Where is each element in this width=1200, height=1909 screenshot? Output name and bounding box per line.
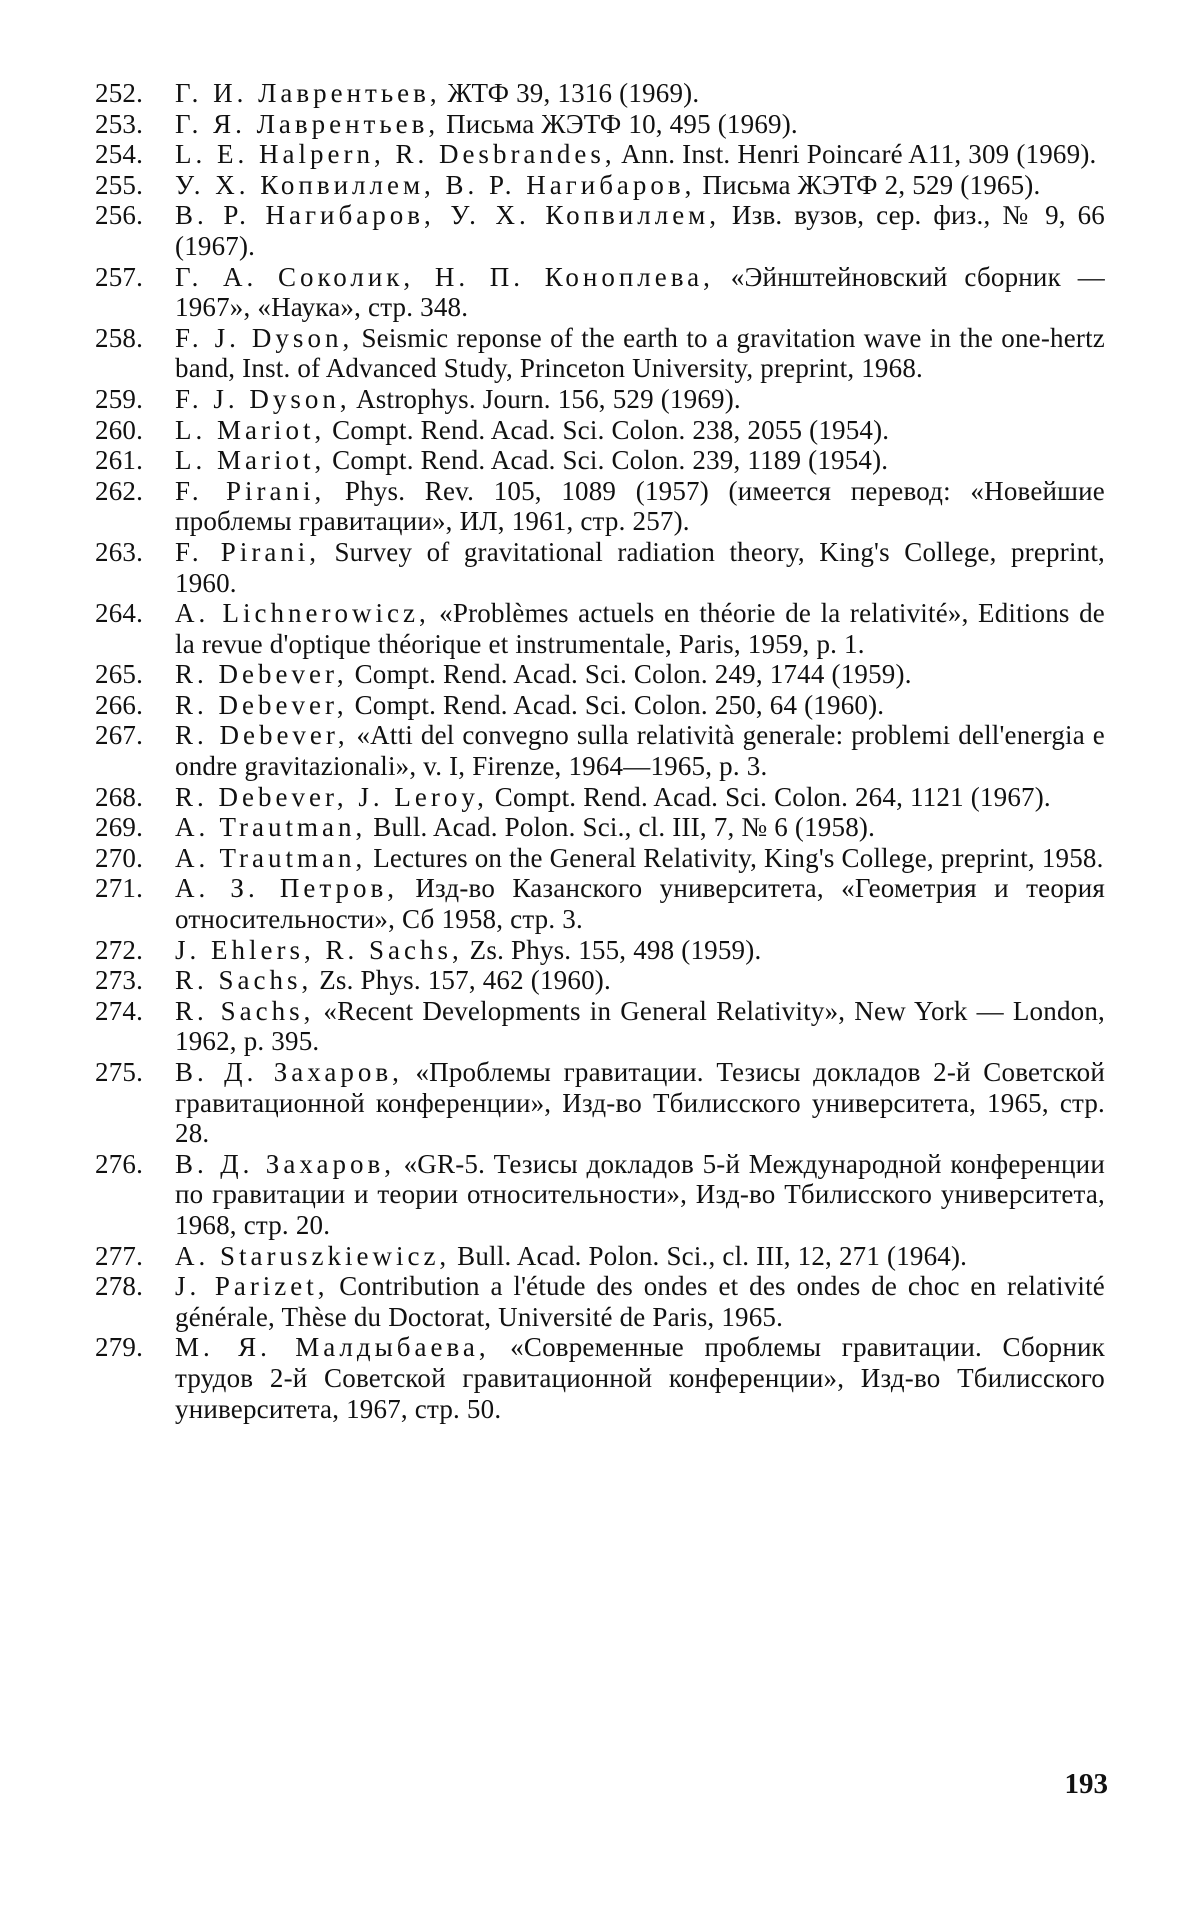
reference-citation: «Проблемы гравитации. Тезисы докладов 2-й Советской гравитационной конференции», Изд-во Тбилисского университета, 1965, стр. 28. [175, 1057, 1105, 1149]
reference-authors: R. Sachs, [175, 965, 313, 996]
reference-authors: L. E. Halpern, R. Desbrandes, [175, 139, 616, 170]
reference-authors: В. Д. Захаров, [175, 1057, 403, 1087]
reference-entry [95, 200, 1105, 261]
reference-number: 267. [95, 720, 144, 751]
reference-number: 277. [95, 1240, 144, 1271]
reference-text [175, 598, 1105, 659]
reference-text [175, 1332, 1105, 1424]
reference-authors: F. Pirani, [175, 475, 326, 506]
reference-number: 255. [95, 169, 144, 200]
reference-entry [95, 1332, 1105, 1424]
reference-citation: Contribution a l'étude des ondes et des ondes de choc en relativité générale, Thèse du Doctorat, Université de Paris, 1965. [175, 1271, 1105, 1332]
reference-text [175, 935, 1105, 966]
reference-entry [95, 139, 1105, 170]
reference-entry [95, 415, 1105, 446]
reference-authors: J. Ehlers, R. Sachs, [175, 934, 463, 965]
reference-entry [95, 445, 1105, 476]
reference-number: 263. [95, 536, 144, 567]
reference-number: 257. [95, 261, 144, 292]
reference-citation: Zs. Phys. 155, 498 (1959). [462, 934, 762, 965]
reference-text [175, 965, 1105, 996]
reference-entry [95, 262, 1105, 323]
reference-number: 270. [95, 842, 144, 873]
reference-number: 271. [95, 873, 144, 904]
reference-entry [95, 659, 1105, 690]
reference-number: 272. [95, 934, 144, 965]
reference-authors: Г. А. Соколик, Н. П. Коноплева, [175, 261, 714, 292]
reference-text [175, 996, 1105, 1057]
reference-text [175, 262, 1105, 323]
reference-text [175, 782, 1105, 813]
reference-text [175, 812, 1105, 843]
reference-entry [95, 537, 1105, 598]
reference-authors: L. Mariot, [175, 414, 326, 445]
reference-citation: «Современные проблемы гравитации. Сборник трудов 2-й Советской гравитационной конференции», Изд-во Тбилисского университета, 1967, стр. 50. [175, 1332, 1105, 1424]
reference-text [175, 537, 1105, 598]
reference-authors: У. Х. Копвиллем, В. Р. Нагибаров, [175, 169, 696, 200]
reference-number: 258. [95, 322, 144, 353]
reference-text [175, 109, 1105, 140]
reference-authors: F. Pirani, [175, 536, 321, 567]
reference-number: 276. [95, 1148, 144, 1179]
reference-citation: Bull. Acad. Polon. Sci., cl. III, 12, 271 (1964). [450, 1240, 968, 1271]
reference-authors: F. J. Dyson, [175, 383, 351, 414]
reference-text [175, 690, 1105, 721]
reference-authors: Г. Я. Лаврентьев, [175, 108, 440, 139]
reference-entry [95, 690, 1105, 721]
reference-number: 273. [95, 965, 144, 996]
reference-citation: Изд-во Казанского университета, «Геометрия и теория относительности», Сб 1958, стр. 3. [175, 873, 1105, 935]
reference-entry [95, 843, 1105, 874]
reference-text [175, 78, 1105, 109]
reference-citation: ЖТФ 39, 1316 (1969). [440, 78, 700, 108]
reference-authors: М. Я. Малдыбаева, [175, 1332, 490, 1363]
reference-text [175, 445, 1105, 476]
reference-citation: Ann. Inst. Henri Poincaré A11, 309 (1969). [615, 139, 1097, 170]
reference-citation: «Эйнштейновский сборник — 1967», «Наука», стр. 348. [175, 261, 1105, 323]
reference-citation: Изв. вузов, сер. физ., № 9, 66 (1967). [175, 200, 1105, 261]
reference-authors: А. З. Петров, [175, 873, 398, 904]
reference-entry [95, 384, 1105, 415]
reference-citation: Письма ЖЭТФ 10, 495 (1969). [439, 108, 798, 139]
reference-citation: Phys. Rev. 105, 1089 (1957) (имеется перевод: «Новейшие проблемы гравитации», ИЛ, 1961, стр. 257). [175, 475, 1105, 537]
reference-authors: A. Trautman, [175, 812, 367, 843]
reference-number: 274. [95, 995, 144, 1026]
reference-entry [95, 782, 1105, 813]
reference-number: 268. [95, 781, 144, 812]
reference-number: 260. [95, 414, 144, 445]
reference-entry [95, 873, 1105, 934]
reference-text [175, 1057, 1105, 1149]
reference-number: 269. [95, 812, 144, 843]
reference-authors: R. Debever, J. Leroy, [175, 781, 488, 812]
reference-text [175, 1271, 1105, 1332]
reference-entry [95, 1271, 1105, 1332]
reference-citation: Bull. Acad. Polon. Sci., cl. III, 7, № 6 (1958). [366, 812, 876, 843]
reference-citation: Survey of gravitational radiation theory, King's College, preprint, 1960. [175, 536, 1105, 598]
reference-list [95, 78, 1105, 1424]
reference-authors: В. Р. Нагибаров, У. Х. Копвиллем, [175, 200, 721, 231]
reference-number: 265. [95, 659, 144, 690]
reference-number: 266. [95, 689, 144, 720]
reference-number: 264. [95, 598, 144, 629]
reference-text [175, 139, 1105, 170]
reference-number: 256. [95, 200, 144, 231]
reference-text [175, 415, 1105, 446]
reference-number: 261. [95, 445, 144, 476]
reference-number: 254. [95, 139, 144, 170]
reference-entry [95, 1149, 1105, 1241]
reference-citation: Seismic reponse of the earth to a gravitation wave in the one-hertz band, Inst. of Advanced Study, Princeton University, preprint, 1968. [175, 322, 1105, 384]
reference-text [175, 1149, 1105, 1241]
reference-text [175, 873, 1105, 934]
reference-authors: J. Parizet, [175, 1271, 329, 1302]
reference-entry [95, 1241, 1105, 1272]
reference-text [175, 170, 1105, 201]
reference-authors: A. Trautman, [175, 842, 367, 873]
reference-citation: Lectures on the General Relativity, King's College, preprint, 1958. [366, 842, 1104, 873]
reference-number: 259. [95, 383, 144, 414]
reference-entry [95, 78, 1105, 109]
reference-entry [95, 996, 1105, 1057]
reference-citation: Compt. Rend. Acad. Sci. Colon. 238, 2055 (1954). [325, 414, 890, 445]
reference-authors: F. J. Dyson, [175, 322, 354, 353]
reference-number: 252. [95, 78, 144, 108]
reference-authors: R. Debever, [175, 720, 349, 751]
reference-citation: Письма ЖЭТФ 2, 529 (1965). [695, 169, 1041, 200]
reference-entry [95, 109, 1105, 140]
reference-citation: Compt. Rend. Acad. Sci. Colon. 250, 64 (1960). [347, 689, 885, 720]
reference-entry [95, 598, 1105, 659]
reference-citation: Zs. Phys. 157, 462 (1960). [312, 965, 611, 996]
reference-citation: Compt. Rend. Acad. Sci. Colon. 264, 1121 (1967). [487, 781, 1051, 812]
reference-text [175, 659, 1105, 690]
reference-entry [95, 812, 1105, 843]
reference-citation: Astrophys. Journ. 156, 529 (1969). [350, 383, 741, 414]
reference-number: 279. [95, 1332, 144, 1363]
reference-authors: L. Mariot, [175, 445, 326, 476]
reference-number: 253. [95, 108, 144, 139]
reference-text [175, 476, 1105, 537]
reference-citation: Compt. Rend. Acad. Sci. Colon. 239, 1189 (1954). [325, 445, 889, 476]
reference-authors: A. Staruszkiewicz, [175, 1240, 451, 1271]
reference-entry [95, 323, 1105, 384]
reference-authors: В. Д. Захаров, [175, 1148, 395, 1179]
reference-text [175, 843, 1105, 874]
reference-entry [95, 965, 1105, 996]
reference-citation: «Recent Developments in General Relativity», New York — London, 1962, p. 395. [175, 995, 1105, 1057]
reference-citation: «Problèmes actuels en théorie de la relativité», Editions de la revue d'optique théorique et instrumentale, Paris, 1959, p. 1. [175, 598, 1105, 659]
reference-citation: «Atti del convegno sulla relatività generale: problemi dell'energia e ondre gravitazionali», v. I, Firenze, 1964—1965, p. 3. [175, 720, 1105, 782]
reference-entry [95, 935, 1105, 966]
reference-number: 278. [95, 1271, 144, 1302]
reference-entry [95, 170, 1105, 201]
reference-authors: R. Debever, [175, 659, 348, 690]
reference-authors: R. Sachs, [175, 995, 315, 1026]
reference-text [175, 1241, 1105, 1272]
reference-citation: «GR-5. Тезисы докладов 5-й Международной конференции по гравитации и теории относительности», Изд-во Тбилисского университета, 1968, стр. 20. [175, 1148, 1105, 1240]
reference-number: 275. [95, 1057, 144, 1087]
reference-number: 262. [95, 475, 144, 506]
reference-text [175, 200, 1105, 261]
reference-authors: Г. И. Лаврентьев, [175, 78, 441, 108]
page-number: 193 [1064, 1768, 1108, 1800]
reference-authors: A. Lichnerowicz, [175, 598, 430, 629]
reference-text [175, 384, 1105, 415]
reference-text [175, 720, 1105, 781]
reference-text [175, 323, 1105, 384]
reference-entry [95, 720, 1105, 781]
reference-entry [95, 1057, 1105, 1149]
reference-citation: Compt. Rend. Acad. Sci. Colon. 249, 1744 (1959). [347, 659, 912, 690]
reference-entry [95, 476, 1105, 537]
reference-authors: R. Debever, [175, 689, 348, 720]
